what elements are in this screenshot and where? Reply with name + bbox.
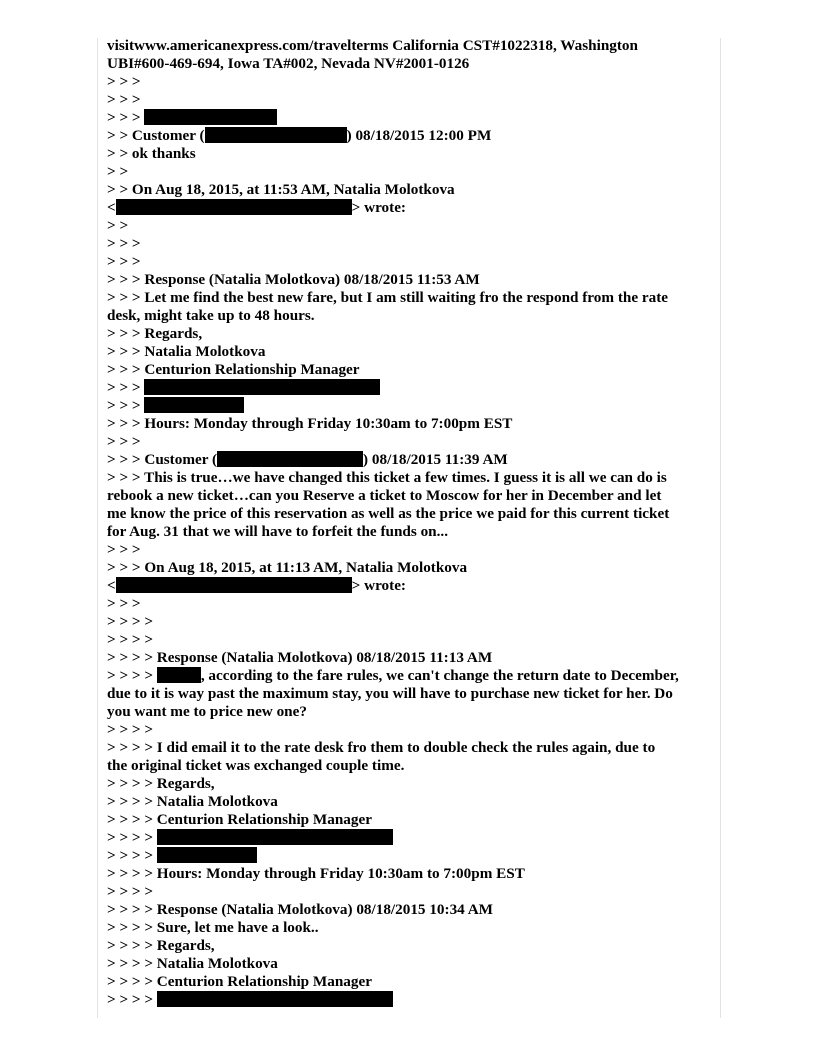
text-segment: > > > > [107, 613, 154, 630]
text-segment: > > > > [107, 829, 157, 846]
text-segment: > > Customer ( [107, 127, 205, 144]
text-segment: > > > On Aug 18, 2015, at 11:13 AM, Natalia Molotkova [107, 559, 468, 576]
text-line [107, 829, 713, 847]
redaction-box [157, 829, 393, 845]
text-segment: due to it is way past the maximum stay, you will have to purchase new ticket for her. Do [107, 685, 673, 702]
text-line [107, 145, 713, 163]
text-segment: > > > > Response (Natalia Molotkova) 08/18/2015 11:13 AM [107, 649, 493, 666]
text-line [107, 361, 713, 379]
text-line [107, 685, 713, 703]
text-line [107, 541, 713, 559]
text-segment: > > > [107, 397, 145, 414]
email-thread-document [107, 37, 713, 1009]
text-segment: > > > > Regards, [107, 937, 215, 954]
text-segment: visitwww.americanexpress.com/travelterms California CST#1022318, Washington [107, 37, 638, 54]
text-line [107, 397, 713, 415]
text-segment: > > > > Response (Natalia Molotkova) 08/18/2015 10:34 AM [107, 901, 494, 918]
redaction-box [116, 577, 352, 593]
text-segment: > > > [107, 253, 141, 270]
text-line [107, 595, 713, 613]
text-line [107, 289, 713, 307]
text-segment: ) 08/18/2015 11:39 AM [363, 451, 508, 468]
text-line [107, 235, 713, 253]
text-segment: > > > Let me find the best new fare, but I am still waiting fro the respond from the rate [107, 289, 668, 306]
text-segment: > > > Centurion Relationship Manager [107, 361, 360, 378]
text-line [107, 973, 713, 991]
text-segment: > > > [107, 379, 145, 396]
text-segment: UBI#600-469-694, Iowa TA#002, Nevada NV#2001-0126 [107, 55, 470, 72]
text-segment: rebook a new ticket…can you Reserve a ticket to Moscow for her in December and let [107, 487, 662, 504]
text-segment: > > > > [107, 667, 157, 684]
text-segment: > > > [107, 91, 141, 108]
text-segment: > > > > Centurion Relationship Manager [107, 973, 372, 990]
redaction-box [144, 379, 380, 395]
text-segment: > > > Hours: Monday through Friday 10:30am to 7:00pm EST [107, 415, 513, 432]
text-segment: for Aug. 31 that we will have to forfeit the funds on... [107, 523, 449, 540]
text-segment: you want me to price new one? [107, 703, 307, 720]
text-line [107, 415, 713, 433]
text-segment: > > > [107, 109, 145, 126]
text-segment: > > > > Natalia Molotkova [107, 955, 278, 972]
text-line [107, 793, 713, 811]
text-line [107, 271, 713, 289]
text-segment: > > ok thanks [107, 145, 196, 162]
text-line [107, 109, 713, 127]
text-line [107, 37, 713, 55]
text-segment: the original ticket was exchanged couple time. [107, 757, 405, 774]
text-line [107, 955, 713, 973]
text-segment: > > > > [107, 991, 157, 1008]
redaction-box [144, 397, 244, 413]
redaction-box [116, 199, 352, 215]
text-segment: > > > [107, 73, 141, 90]
text-segment: > > [107, 217, 129, 234]
text-segment: > > > > Hours: Monday through Friday 10:30am to 7:00pm EST [107, 865, 525, 882]
text-line [107, 937, 713, 955]
redaction-box [157, 991, 393, 1007]
redaction-box [157, 667, 201, 683]
text-line [107, 487, 713, 505]
text-line [107, 811, 713, 829]
text-segment: > wrote: [351, 199, 406, 216]
text-line [107, 505, 713, 523]
text-segment: > > > Response (Natalia Molotkova) 08/18/2015 11:53 AM [107, 271, 480, 288]
text-line [107, 253, 713, 271]
redaction-box [144, 109, 277, 125]
text-segment: ) 08/18/2015 12:00 PM [346, 127, 492, 144]
text-line [107, 379, 713, 397]
text-line [107, 739, 713, 757]
text-line [107, 631, 713, 649]
text-segment: me know the price of this reservation as well as the price we paid for this current ticket [107, 505, 670, 522]
text-line [107, 577, 713, 595]
text-segment: > > > [107, 595, 141, 612]
text-line [107, 919, 713, 937]
text-segment: > > > [107, 541, 141, 558]
text-line [107, 757, 713, 775]
text-segment: > > > > [107, 883, 154, 900]
text-line [107, 847, 713, 865]
text-segment: > > > Regards, [107, 325, 203, 342]
text-segment: < [107, 577, 116, 594]
text-segment: > > > > [107, 721, 154, 738]
text-line [107, 613, 713, 631]
text-line [107, 901, 713, 919]
text-line [107, 181, 713, 199]
text-segment: > > > > Regards, [107, 775, 215, 792]
redaction-box [217, 451, 363, 467]
text-line [107, 55, 713, 73]
text-segment: > > > [107, 235, 141, 252]
text-segment: > > > [107, 433, 141, 450]
text-line [107, 469, 713, 487]
text-line [107, 991, 713, 1009]
text-segment: > > > > Natalia Molotkova [107, 793, 278, 810]
text-line [107, 217, 713, 235]
text-line [107, 91, 713, 109]
text-line [107, 775, 713, 793]
text-line [107, 703, 713, 721]
text-line [107, 523, 713, 541]
text-segment: > > > > I did email it to the rate desk fro them to double check the rules again, due to [107, 739, 656, 756]
text-line [107, 649, 713, 667]
text-segment: > > On Aug 18, 2015, at 11:53 AM, Natalia Molotkova [107, 181, 455, 198]
text-segment: > > > > Centurion Relationship Manager [107, 811, 372, 828]
text-line [107, 325, 713, 343]
text-line [107, 667, 713, 685]
text-segment: > > > Customer ( [107, 451, 218, 468]
text-line [107, 343, 713, 361]
text-segment: > > > > [107, 847, 157, 864]
text-line [107, 883, 713, 901]
text-line [107, 865, 713, 883]
text-segment: > > [107, 163, 129, 180]
text-segment: < [107, 199, 116, 216]
text-line [107, 559, 713, 577]
text-segment: > > > > [107, 631, 154, 648]
text-line [107, 433, 713, 451]
text-segment: > > > This is true…we have changed this ticket a few times. I guess it is all we can do is [107, 469, 667, 486]
text-segment: , according to the fare rules, we can't change the return date to December, [200, 667, 679, 684]
text-segment: > > > Natalia Molotkova [107, 343, 266, 360]
redaction-box [205, 127, 347, 143]
text-line [107, 199, 713, 217]
text-line [107, 451, 713, 469]
text-line [107, 163, 713, 181]
text-segment: > > > > Sure, let me have a look.. [107, 919, 319, 936]
text-line [107, 73, 713, 91]
text-line [107, 127, 713, 145]
text-segment: > wrote: [351, 577, 406, 594]
redaction-box [157, 847, 257, 863]
text-line [107, 307, 713, 325]
text-line [107, 721, 713, 739]
text-segment: desk, might take up to 48 hours. [107, 307, 315, 324]
